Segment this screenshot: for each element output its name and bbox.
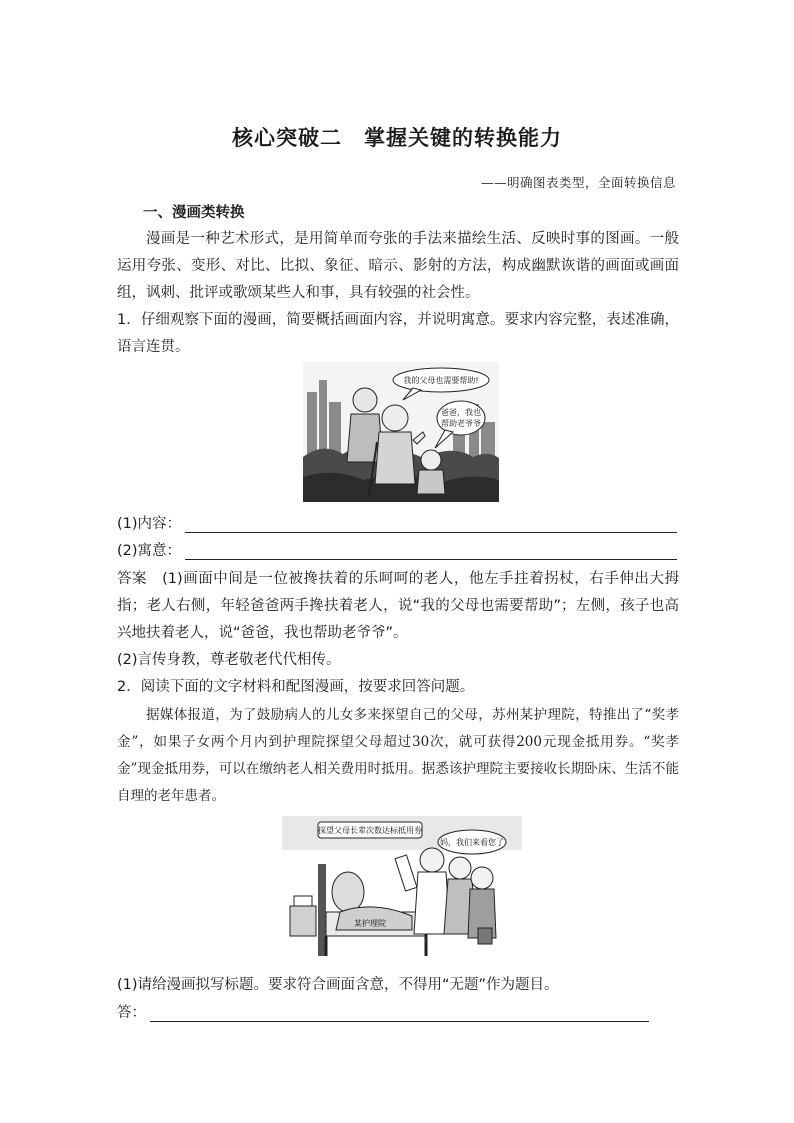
- question-1-answer-2: (2)言传身教，尊老敬老代代相传。: [117, 652, 341, 668]
- cartoon2-bed-label: 某护理院: [354, 919, 386, 928]
- cartoon1-bubble-top: 我的父母也需要帮助!: [403, 376, 479, 385]
- page-subtitle: ——明确图表类型，全面转换信息: [480, 175, 676, 190]
- cartoon2-banner: 探望父母长辈次数达标抵用券: [318, 826, 422, 835]
- answer-field-title: [117, 1002, 649, 1022]
- answer-blank-line: [185, 518, 677, 533]
- answer-blank-line: [150, 1007, 649, 1022]
- field-label-answer: 答：: [117, 1005, 146, 1021]
- answer-blank-line: [185, 545, 677, 560]
- answer-field-content: [117, 513, 677, 533]
- field-label-content: (1)内容：: [117, 516, 182, 532]
- question-2-prompt: 2．阅读下面的文字材料和配图漫画，按要求回答问题。: [117, 679, 475, 695]
- question-2-material: 据媒体报道，为了鼓励病人的儿女多来探望自己的父母，苏州某护理院，特推出了“奖孝金”，如果子女两个月内到护理院探望父母超过30次，就可获得200元现金抵用券。“奖孝金”现金抵用券，可以在缴纳老人相关费用时抵用。据悉该护理院主要接收长期卧床、生活不能自理的老年患者。: [117, 707, 679, 804]
- section-heading: 一、漫画类转换: [143, 205, 245, 221]
- answer-field-meaning: [117, 540, 677, 560]
- cartoon2-bubble: 妈，我们来看您了: [440, 838, 504, 847]
- cartoon1-bubble-right-line2: 帮助老爷爷: [441, 419, 481, 428]
- section-intro: 漫画是一种艺术形式，是用简单而夸张的手法来描绘生活、反映时事的图画。一般运用夸张、变形、对比、比拟、象征、暗示、影射的方法，构成幽默诙谐的画面或画面组，讽刺、批评或歌颂某些人和事，具有较强的社会性。: [117, 231, 679, 301]
- field-label-meaning: (2)寓意：: [117, 543, 182, 559]
- cartoon1-bubble-right-line1: 爸爸，我也: [441, 408, 481, 417]
- cartoon-nursing-home: [282, 816, 522, 964]
- question-2-sub1: (1)请给漫画拟写标题。要求符合画面含意，不得用“无题”作为题目。: [117, 977, 559, 993]
- question-1-answer: 答案 (1)画面中间是一位被搀扶着的乐呵呵的老人，他左手拄着拐杖，右手伸出大拇指；老人右侧，年轻爸爸两手搀扶着老人，说“我的父母也需要帮助”；左侧，孩子也高兴地扶着老人，说“爸爸，我也帮助老爷爷”。: [117, 571, 679, 641]
- page-title: 核心突破二 掌握关键的转换能力: [232, 126, 562, 150]
- question-1-prompt: 1．仔细观察下面的漫画，简要概括画面内容，并说明寓意。要求内容完整，表述准确，语言连贯。: [117, 312, 679, 355]
- cartoon-elderly-help: [303, 362, 499, 502]
